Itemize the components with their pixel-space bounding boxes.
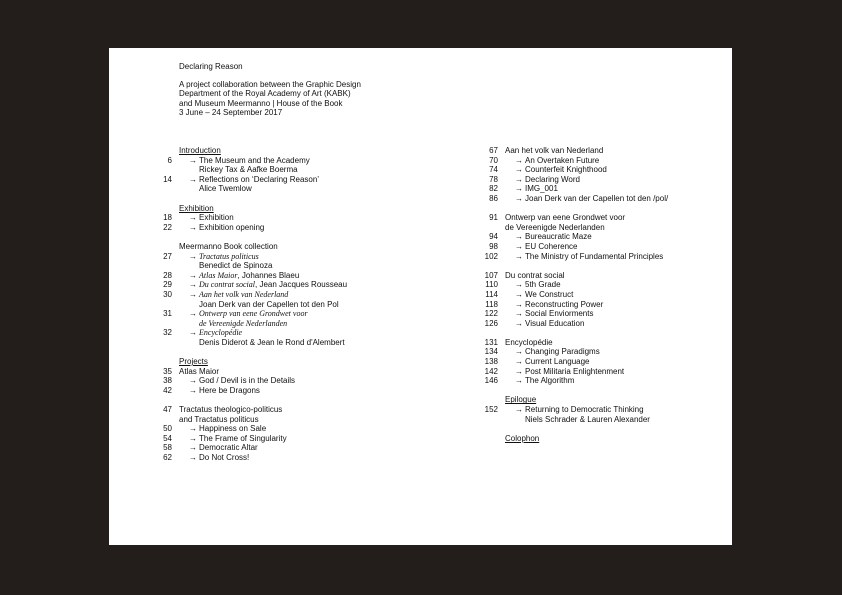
entry-text: Post Militaria Enlightenment: [525, 366, 625, 376]
arrow-icon: →: [189, 174, 197, 184]
arrow-icon: →: [515, 193, 523, 203]
entry-text: Ontwerp van eene Grondwet voor: [199, 309, 308, 319]
page-number: 126: [484, 318, 498, 328]
date-line: 3 June – 24 September 2017: [179, 108, 283, 118]
entry-title: [199, 290, 288, 300]
page-number: 122: [484, 309, 498, 319]
entry-title: [199, 223, 264, 233]
entry-title: [525, 367, 624, 377]
entry-title: [525, 309, 593, 319]
arrow-icon: →: [189, 376, 197, 386]
entry-title: [505, 338, 553, 348]
entry-author: , Jean Jacques Rousseau: [255, 280, 348, 290]
description-line: A project collaboration between the Graphic Design: [179, 79, 361, 89]
entry-text: Social Enviorments: [525, 309, 594, 319]
arrow-icon: →: [189, 213, 197, 223]
entry-title: [199, 175, 319, 185]
entry-title: [199, 386, 260, 396]
page-number: 114: [485, 289, 498, 299]
entry-text: Du contrat social: [505, 270, 565, 280]
entry-text: Bureaucratic Maze: [525, 232, 592, 242]
entry-text: Epilogue: [505, 395, 537, 405]
arrow-icon: →: [515, 241, 523, 251]
entry-text: Rickey Tax & Aafke Boerma: [199, 165, 298, 175]
page-number: 14: [163, 174, 172, 184]
entry-title: [525, 242, 577, 252]
section-heading: [505, 395, 536, 405]
arrow-icon: →: [515, 299, 523, 309]
entry-title: [199, 434, 287, 444]
entry-title: [525, 232, 592, 242]
entry-text: Exhibition: [199, 213, 234, 223]
entry-text: Atlas Maior: [199, 270, 238, 280]
entry-text: Du contrat social: [199, 280, 255, 290]
entry-text: Tractatus politicus: [199, 251, 259, 261]
entry-title: [505, 213, 625, 223]
entry-title: [199, 376, 295, 386]
arrow-icon: →: [515, 184, 523, 194]
arrow-icon: →: [189, 289, 197, 299]
arrow-icon: →: [189, 443, 197, 453]
arrow-icon: →: [515, 155, 523, 165]
entry-text: Denis Diderot & Jean le Rond d'Alembert: [199, 337, 345, 347]
entry-title: [525, 347, 600, 357]
entry-text: 5th Grade: [525, 280, 561, 290]
page-number: 32: [163, 328, 172, 338]
entry-text: Current Language: [525, 357, 590, 367]
arrow-icon: →: [189, 433, 197, 443]
arrow-icon: →: [189, 309, 197, 319]
arrow-icon: →: [515, 405, 523, 415]
page-number: 82: [489, 184, 498, 194]
entry-title: [199, 280, 347, 290]
page-number: 131: [484, 337, 498, 347]
page-number: 138: [484, 357, 498, 367]
page-number: 30: [163, 289, 172, 299]
section-heading: [179, 415, 259, 425]
arrow-icon: →: [189, 270, 197, 280]
arrow-icon: →: [515, 232, 523, 242]
entry-text: Atlas Maior: [179, 366, 220, 376]
arrow-icon: →: [515, 280, 523, 290]
entry-title: [525, 194, 668, 204]
entry-text: God / Devil is in the Details: [199, 376, 296, 386]
entry-title: [525, 405, 644, 415]
entry-text: We Construct: [525, 289, 574, 299]
entry-title: [525, 290, 573, 300]
entry-title: [199, 213, 234, 223]
document-header: [179, 62, 361, 118]
entry-text: Do Not Cross!: [199, 453, 250, 462]
entry-text: The Algorithm: [525, 376, 575, 386]
entry-title: [525, 415, 650, 425]
arrow-icon: →: [515, 318, 523, 328]
arrow-icon: →: [515, 376, 523, 386]
entry-text: EU Coherence: [525, 241, 578, 251]
entry-title: [199, 261, 272, 271]
entry-text: An Overtaken Future: [525, 155, 600, 165]
section-heading: [505, 223, 605, 233]
entry-author: , Johannes Blaeu: [237, 270, 300, 280]
page-number: 6: [167, 155, 172, 165]
entry-title: [199, 156, 310, 166]
arrow-icon: →: [515, 174, 523, 184]
entry-text: Aan het volk van Nederland: [505, 146, 604, 155]
entry-text: Niels Schrader & Lauren Alexander: [525, 414, 650, 424]
entry-title: [199, 300, 339, 310]
page-number: 146: [484, 376, 498, 386]
entry-title: [199, 453, 249, 463]
entry-title: [199, 319, 287, 329]
entry-title: [525, 300, 603, 310]
section-heading: [179, 204, 214, 214]
entry-title: [179, 405, 282, 415]
arrow-icon: →: [189, 251, 197, 261]
entry-text: Encyclopédie: [505, 337, 553, 347]
arrow-icon: →: [189, 155, 197, 165]
description-line: and Museum Meermanno | House of the Book: [179, 98, 343, 108]
entry-text: Democratic Altar: [199, 443, 258, 453]
entry-title: [199, 165, 298, 175]
entry-title: [199, 271, 299, 281]
page-number: 28: [163, 270, 172, 280]
entry-text: Here be Dragons: [199, 385, 260, 395]
entry-text: The Ministry of Fundamental Principles: [525, 251, 664, 261]
page-number: 35: [163, 366, 172, 376]
entry-text: Reflections on ‘Declaring Reason’: [199, 174, 320, 184]
entry-text: de Vereenigde Nederlanden: [505, 222, 605, 232]
arrow-icon: →: [189, 385, 197, 395]
page-number: 94: [489, 232, 498, 242]
entry-text: Exhibition opening: [199, 222, 265, 232]
entry-text: Ontwerp van eene Grondwet voor: [505, 213, 626, 223]
page-number: 62: [163, 453, 172, 462]
entry-text: Exhibition: [179, 203, 214, 213]
entry-text: Projects: [179, 357, 208, 367]
entry-text: Benedict de Spinoza: [199, 261, 273, 271]
entry-title: [199, 184, 252, 194]
entry-title: [525, 252, 663, 262]
entry-title: [525, 319, 584, 329]
entry-title: [525, 156, 599, 166]
page-number: 152: [484, 405, 498, 415]
section-heading: [179, 242, 278, 252]
description-line: Department of the Royal Academy of Art (KABK): [179, 89, 351, 99]
page-number: 67: [489, 146, 498, 155]
entry-title: [199, 328, 242, 338]
entry-text: Joan Derk van der Capellen tot den /pol/: [525, 193, 669, 203]
section-heading: [179, 357, 208, 367]
entry-text: de Vereenigde Nederlanden: [199, 318, 288, 328]
arrow-icon: →: [515, 165, 523, 175]
page-number: 107: [484, 270, 498, 280]
entry-text: Counterfeit Knighthood: [525, 165, 607, 175]
entry-text: Declaring Word: [525, 174, 580, 184]
page-number: 118: [485, 299, 498, 309]
entry-text: and Tractatus politicus: [179, 414, 259, 424]
arrow-icon: →: [515, 251, 523, 261]
entry-title: [525, 184, 558, 194]
arrow-icon: →: [189, 222, 197, 232]
entry-title: [199, 338, 345, 348]
entry-text: Alice Twemlow: [199, 184, 252, 194]
page-number: 86: [489, 193, 498, 203]
entry-text: Introduction: [179, 146, 221, 155]
entry-text: Aan het volk van Nederland: [199, 289, 289, 299]
entry-text: Joan Derk van der Capellen tot den Pol: [199, 299, 339, 309]
page-number: 47: [163, 405, 172, 415]
entry-text: Happiness on Sale: [199, 424, 267, 434]
entry-text: Colophon: [505, 433, 540, 443]
entry-text: Encyclopédie: [199, 328, 243, 338]
page-number: 102: [484, 251, 498, 261]
arrow-icon: →: [515, 357, 523, 367]
entry-title: [525, 175, 580, 185]
entry-title: [505, 146, 603, 156]
page-number: 38: [163, 376, 172, 386]
page-number: 42: [163, 385, 172, 395]
document-title: Declaring Reason: [179, 62, 243, 71]
page-number: 134: [484, 347, 498, 357]
entry-text: The Museum and the Academy: [199, 155, 310, 165]
page-number: 91: [489, 213, 498, 223]
entry-title: [525, 357, 590, 367]
entry-title: [525, 376, 574, 386]
page-number: 54: [163, 433, 172, 443]
entry-text: IMG_001: [525, 184, 558, 194]
document-page: [109, 48, 732, 545]
page-number: 29: [163, 280, 172, 290]
entry-text: Returning to Democratic Thinking: [525, 405, 644, 415]
page-number: 70: [489, 155, 498, 165]
entry-text: Reconstructing Power: [525, 299, 604, 309]
entry-text: Changing Paradigms: [525, 347, 600, 357]
arrow-icon: →: [189, 328, 197, 338]
page-number: 110: [485, 280, 498, 290]
entry-title: [199, 443, 258, 453]
page-number: 142: [484, 366, 498, 376]
entry-title: [199, 309, 308, 319]
entry-title: [199, 252, 259, 262]
arrow-icon: →: [515, 347, 523, 357]
entry-title: [199, 424, 266, 434]
entry-text: Tractatus theologico-politicus: [179, 405, 283, 415]
entry-text: The Frame of Singularity: [199, 433, 287, 443]
page-number: 98: [489, 241, 498, 251]
entry-title: [179, 367, 219, 377]
section-heading: [505, 434, 539, 444]
page-number: 31: [163, 309, 172, 319]
arrow-icon: →: [515, 289, 523, 299]
page-number: 74: [489, 165, 498, 175]
entry-text: Meermanno Book collection: [179, 241, 278, 251]
entry-text: Visual Education: [525, 318, 585, 328]
page-number: 18: [163, 213, 172, 223]
page-number: 58: [163, 443, 172, 453]
entry-title: [525, 165, 607, 175]
section-heading: [179, 146, 221, 156]
entry-title: [505, 271, 565, 281]
entry-title: [525, 280, 561, 290]
arrow-icon: →: [515, 309, 523, 319]
page-number: 27: [163, 251, 172, 261]
page-number: 78: [489, 174, 498, 184]
arrow-icon: →: [189, 280, 197, 290]
arrow-icon: →: [189, 424, 197, 434]
page-number: 22: [163, 222, 172, 232]
page-number: 50: [163, 424, 172, 434]
arrow-icon: →: [189, 453, 197, 462]
arrow-icon: →: [515, 366, 523, 376]
